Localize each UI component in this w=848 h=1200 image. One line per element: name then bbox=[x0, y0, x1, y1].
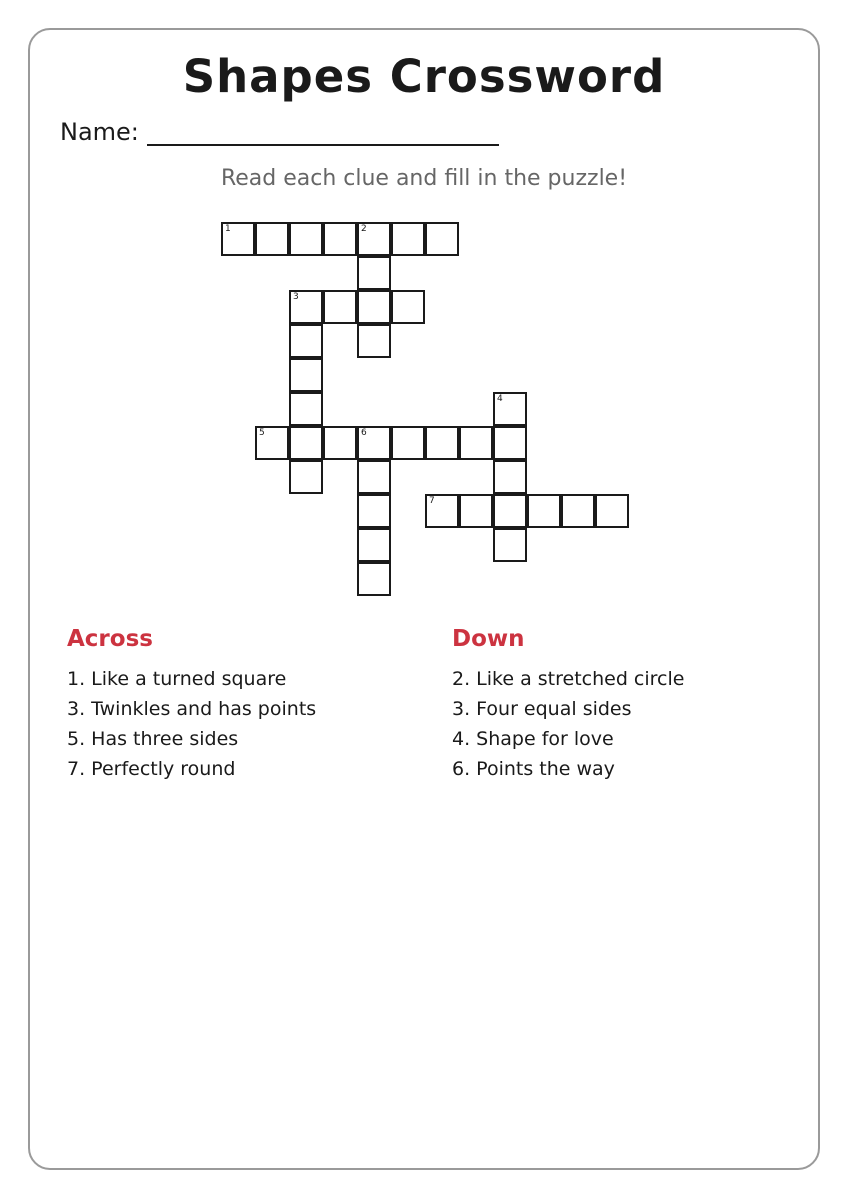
grid-cell[interactable] bbox=[357, 426, 391, 460]
grid-cell[interactable] bbox=[425, 222, 459, 256]
across-heading: Across bbox=[67, 626, 153, 652]
grid-cell[interactable] bbox=[493, 460, 527, 494]
grid-cell[interactable] bbox=[425, 426, 459, 460]
grid-cell[interactable] bbox=[459, 494, 493, 528]
grid-cell[interactable] bbox=[323, 426, 357, 460]
grid-cell[interactable] bbox=[357, 256, 391, 290]
grid-cell[interactable] bbox=[425, 494, 459, 528]
grid-cell[interactable] bbox=[289, 426, 323, 460]
name-field bbox=[60, 118, 499, 146]
grid-cell[interactable] bbox=[493, 528, 527, 562]
grid-cell[interactable] bbox=[493, 426, 527, 460]
grid-cell[interactable] bbox=[289, 290, 323, 324]
clue-number: 6 bbox=[361, 428, 367, 438]
grid-cell[interactable] bbox=[221, 222, 255, 256]
grid-cell[interactable] bbox=[459, 426, 493, 460]
clue-number: 7 bbox=[429, 496, 435, 506]
grid-cell[interactable] bbox=[391, 426, 425, 460]
grid-cell[interactable] bbox=[289, 358, 323, 392]
grid-cell[interactable] bbox=[289, 222, 323, 256]
name-label: Name: bbox=[60, 118, 139, 146]
grid-cell[interactable] bbox=[255, 426, 289, 460]
down-heading: Down bbox=[452, 626, 525, 652]
clue-number: 1 bbox=[225, 224, 231, 234]
grid-cell[interactable] bbox=[493, 392, 527, 426]
grid-cell[interactable] bbox=[289, 460, 323, 494]
grid-cell[interactable] bbox=[255, 222, 289, 256]
down-clue: 2. Like a stretched circle bbox=[452, 668, 685, 690]
grid-cell[interactable] bbox=[323, 222, 357, 256]
grid-cell[interactable] bbox=[357, 222, 391, 256]
across-clue: 1. Like a turned square bbox=[67, 668, 287, 690]
grid-cell[interactable] bbox=[357, 562, 391, 596]
grid-cell[interactable] bbox=[357, 324, 391, 358]
clue-number: 5 bbox=[259, 428, 265, 438]
across-clue: 3. Twinkles and has points bbox=[67, 698, 317, 720]
grid-cell[interactable] bbox=[391, 290, 425, 324]
instructions: Read each clue and fill in the puzzle! bbox=[220, 166, 628, 191]
grid-cell[interactable] bbox=[357, 290, 391, 324]
across-clues bbox=[67, 626, 316, 784]
grid-cell[interactable] bbox=[493, 494, 527, 528]
down-clue: 4. Shape for love bbox=[452, 728, 614, 750]
grid-cell[interactable] bbox=[357, 494, 391, 528]
page-border bbox=[28, 28, 820, 1170]
grid-cell[interactable] bbox=[391, 222, 425, 256]
grid-cell[interactable] bbox=[323, 290, 357, 324]
grid-cell[interactable] bbox=[289, 392, 323, 426]
grid-cell[interactable] bbox=[289, 324, 323, 358]
grid-cell[interactable] bbox=[357, 460, 391, 494]
clue-number: 3 bbox=[293, 292, 299, 302]
grid-cell[interactable] bbox=[595, 494, 629, 528]
across-clue: 7. Perfectly round bbox=[67, 758, 236, 780]
clue-number: 2 bbox=[361, 224, 367, 234]
grid-cell[interactable] bbox=[357, 528, 391, 562]
across-clue: 5. Has three sides bbox=[67, 728, 239, 750]
down-clue: 6. Points the way bbox=[452, 758, 615, 780]
page-title: Shapes Crossword bbox=[182, 50, 666, 103]
name-line[interactable] bbox=[147, 118, 499, 146]
down-clue: 3. Four equal sides bbox=[452, 698, 632, 720]
grid-cell[interactable] bbox=[527, 494, 561, 528]
grid-cell[interactable] bbox=[561, 494, 595, 528]
clue-number: 4 bbox=[497, 394, 503, 404]
down-clues bbox=[452, 626, 684, 784]
